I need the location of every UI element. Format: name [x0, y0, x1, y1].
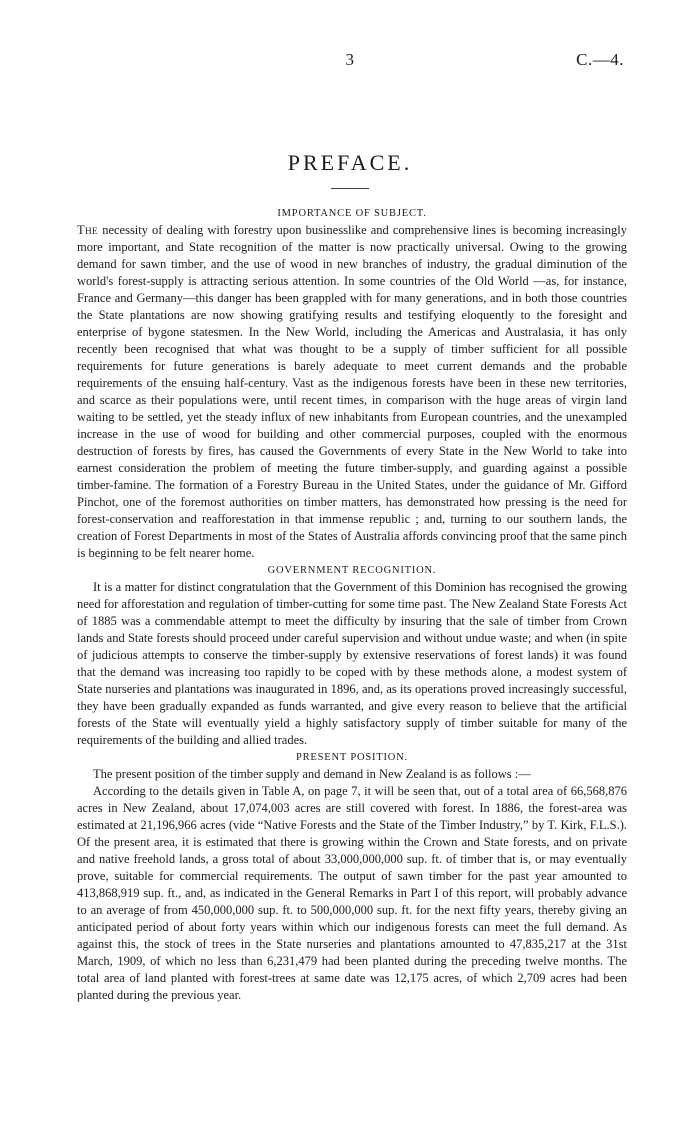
- page-title: PREFACE.: [287, 150, 413, 175]
- paragraph-importance: [77, 222, 627, 562]
- paragraph-present-2: According to the details given in Table A, on page 7, it will be seen that, out of a total area of 66,568,876 acres in New Zealand, about 17,074,003 acres are still covered with forest. In 1886, the forest-area was estimated at 21,196,966 acres (vide “Native Forests and the State of the Timber Industry,” by T. Kirk, F.L.S.). Of the present area, it is estimated that there is growing within the Crown and State forests, and on private and native freehold lands, a gross total of about 33,000,000,000 sup. ft. of timber that is, or may eventually prove, suitable for commercial requirements. The output of sawn timber for the past year amounted to 413,868,919 sup. ft., and, as indicated in the General Remarks in Part I of this report, will probably advance to an average of from 450,000,000 sup. ft. to 500,000,000 sup. ft. for the next fifty years, thereby giving an anticipated period of about forty years within which our indigenous forests can meet the full demand. As against this, the stock of trees in the State nurseries and plantations amounted to 47,835,217 at the 31st March, 1909, of which no less than 6,231,479 had been planted during the preceding twelve months. The total area of land planted with forest-trees at same date was 12,175 acres, of which 2,709 acres had been planted during the previous year.: [77, 784, 627, 1002]
- section-heading-importance: IMPORTANCE OF SUBJECT.: [277, 208, 427, 219]
- paragraph-government: It is a matter for distinct congratulation that the Government of this Dominion has recognised the growing need for afforestation and regulation of timber-cutting for some time past. The New Zealand State Forests Act of 1885 was a commendable attempt to meet the difficulty by insuring that the sale of timber from Crown lands and State forests should proceed under careful supervision and without undue waste; and when (in spite of judicious attempts to conserve the timber-supply by extensive reservations of forest lands) it was found that the demand was increasing too rapidly to be coped with by these methods alone, a modest system of State nurseries and plantations was inaugurated in 1896, and, as its operations proved increasingly successful, they have been gradually expanded as funds warranted, and give every reason to believe that the artificial forests of the State will eventually yield a highly satisfactory supply of timber suitable for many of the requirements of the building and allied trades.: [77, 580, 627, 747]
- document-code: C.—4.: [576, 50, 624, 69]
- section-heading-present: PRESENT POSITION.: [295, 752, 408, 763]
- lead-word: The: [77, 223, 99, 237]
- paragraph-importance-text: necessity of dealing with forestry upon businesslike and comprehensive lines is becoming increasingly more important, and State recognition of the matter is now practically universal. Owing to the growing demand for sawn timber, and the use of wood in new branches of industry, the gradual diminution of the world's forest-supply is attracting serious attention. In some countries of the Old World —as, for instance, France and Germany—this danger has been grappled with for many generations, and in both those countries the State plantations are now showing gratifying results and testifying eloquently to the foresight and enterprise of bygone statesmen. In the New World, including the Americas and Australasia, it has only recently been recognised that what was thought to be a supply of timber sufficient for all possible requirements for future generations is barely adequate to meet current demands and the probable requirements of the ensuing half-century. Vast as the indigenous forests have been in these new territories, and scarce as their populations were, until recent times, in comparison with the huge areas of virgin land waiting to be settled, yet the steady influx of new inhabitants from European countries, and the unexampled increase in the use of wood for building and other commercial purposes, coupled with the enormous destruction of forests by fires, has caused the Governments of every State in the New World to take into earnest consideration the problem of meeting the future timber-supply, and guarding against a possible timber-famine. The formation of a Forestry Bureau in the United States, under the guidance of Mr. Gifford Pinchot, one of the foremost authorities on timber matters, has demonstrated how pressing is the need for forest-conservation and reafforestation in that immense republic ; and, turning to our southern lands, the creation of Forest Departments in most of the States of Australia affords convincing proof that the same pinch is beginning to be felt nearer home.: [77, 223, 627, 560]
- section-heading-government: GOVERNMENT RECOGNITION.: [267, 565, 437, 576]
- paragraph-present-1: The present position of the timber supply and demand in New Zealand is as follows :—: [93, 767, 531, 781]
- body-text: [77, 205, 627, 1004]
- title-divider: [331, 188, 369, 189]
- page-number: 3: [345, 50, 355, 69]
